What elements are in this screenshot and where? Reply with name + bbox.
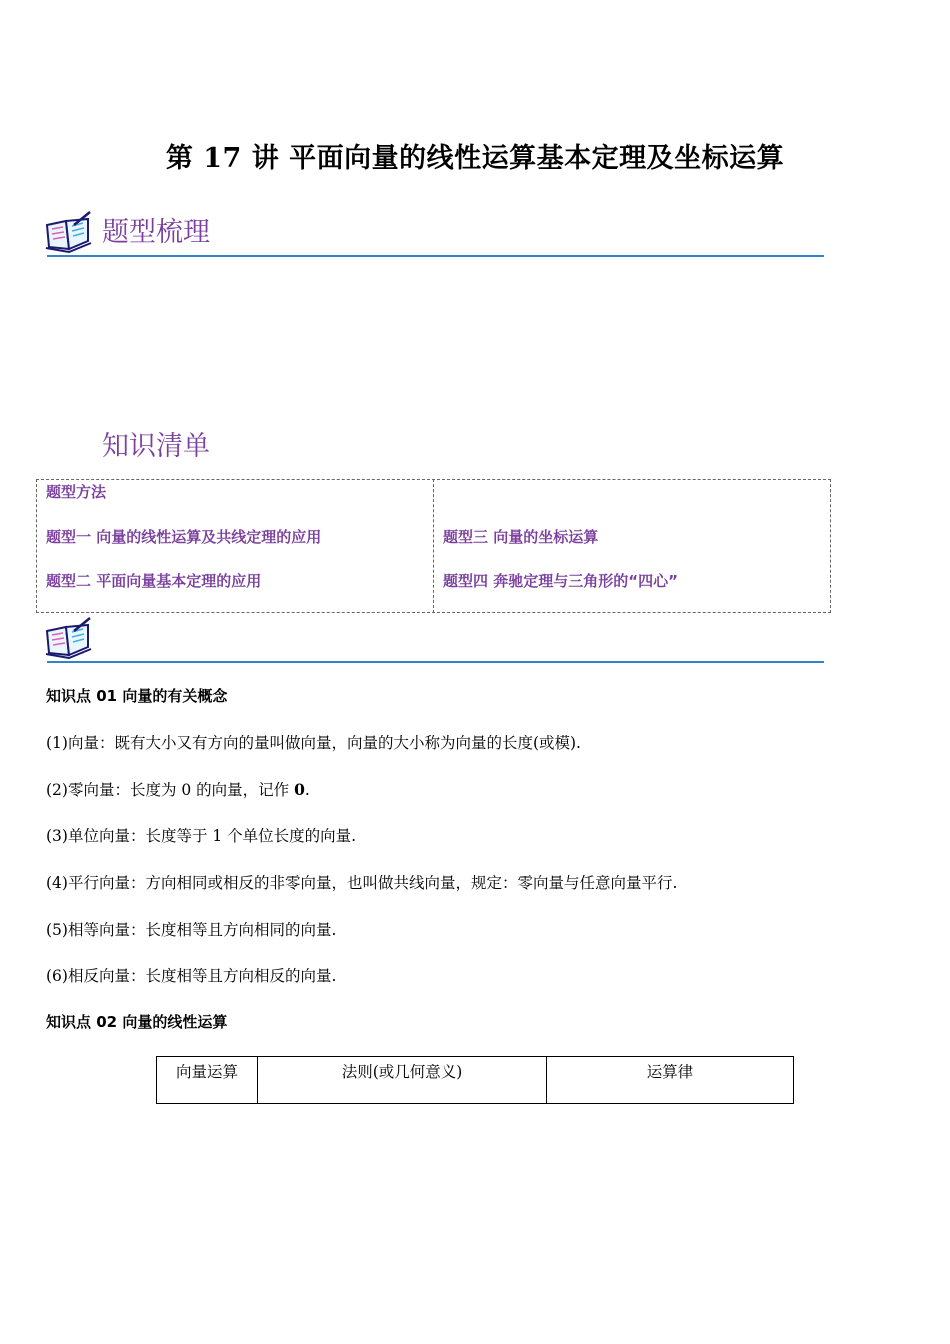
kp1-para: (3)单位向量：长度等于 1 个单位长度的向量.: [46, 827, 357, 845]
book-icon: [44, 211, 94, 253]
kp1-para: (1)向量：既有大小又有方向的量叫做向量，向量的大小称为向量的长度(或模).: [46, 734, 581, 752]
kp1-para: (4)平行向量：方向相同或相反的非零向量，也叫做共线向量，规定：零向量与任意向量平行.: [46, 874, 678, 892]
kp1-heading: 知识点 01 向量的有关概念: [46, 687, 228, 705]
toc-item[interactable]: 题型一 向量的线性运算及共线定理的应用: [46, 528, 322, 546]
kp1-para: (2)零向量：长度为 0 的向量，记作 0.: [46, 780, 310, 799]
kp2-heading: 知识点 02 向量的线性运算: [46, 1013, 228, 1031]
table-header-cell: 法则(或几何意义): [258, 1057, 547, 1104]
table-header-cell: 运算律: [547, 1057, 794, 1104]
book-icon: [44, 617, 94, 659]
toc-item[interactable]: 题型四 奔驰定理与三角形的“四心”: [443, 572, 678, 590]
table-header-cell: 向量运算: [157, 1057, 258, 1104]
section-rule: [47, 255, 824, 257]
toc-divider: [433, 479, 434, 613]
kp1-para: (6)相反向量：长度相等且方向相反的向量.: [46, 967, 337, 985]
section-rule: [47, 661, 824, 663]
toc-item[interactable]: 题型三 向量的坐标运算: [443, 528, 599, 546]
section-heading-types: 题型梳理: [102, 217, 210, 248]
operations-table: [156, 1056, 794, 1104]
kp1-para: (5)相等向量：长度相等且方向相同的向量.: [46, 921, 337, 939]
toc-header: 题型方法: [46, 483, 107, 501]
section-heading-knowledge: 知识清单: [102, 431, 210, 462]
page-title: 第 17 讲 平面向量的线性运算基本定理及坐标运算: [165, 143, 785, 174]
table-row: [157, 1057, 794, 1104]
toc-item[interactable]: 题型二 平面向量基本定理的应用: [46, 572, 262, 590]
